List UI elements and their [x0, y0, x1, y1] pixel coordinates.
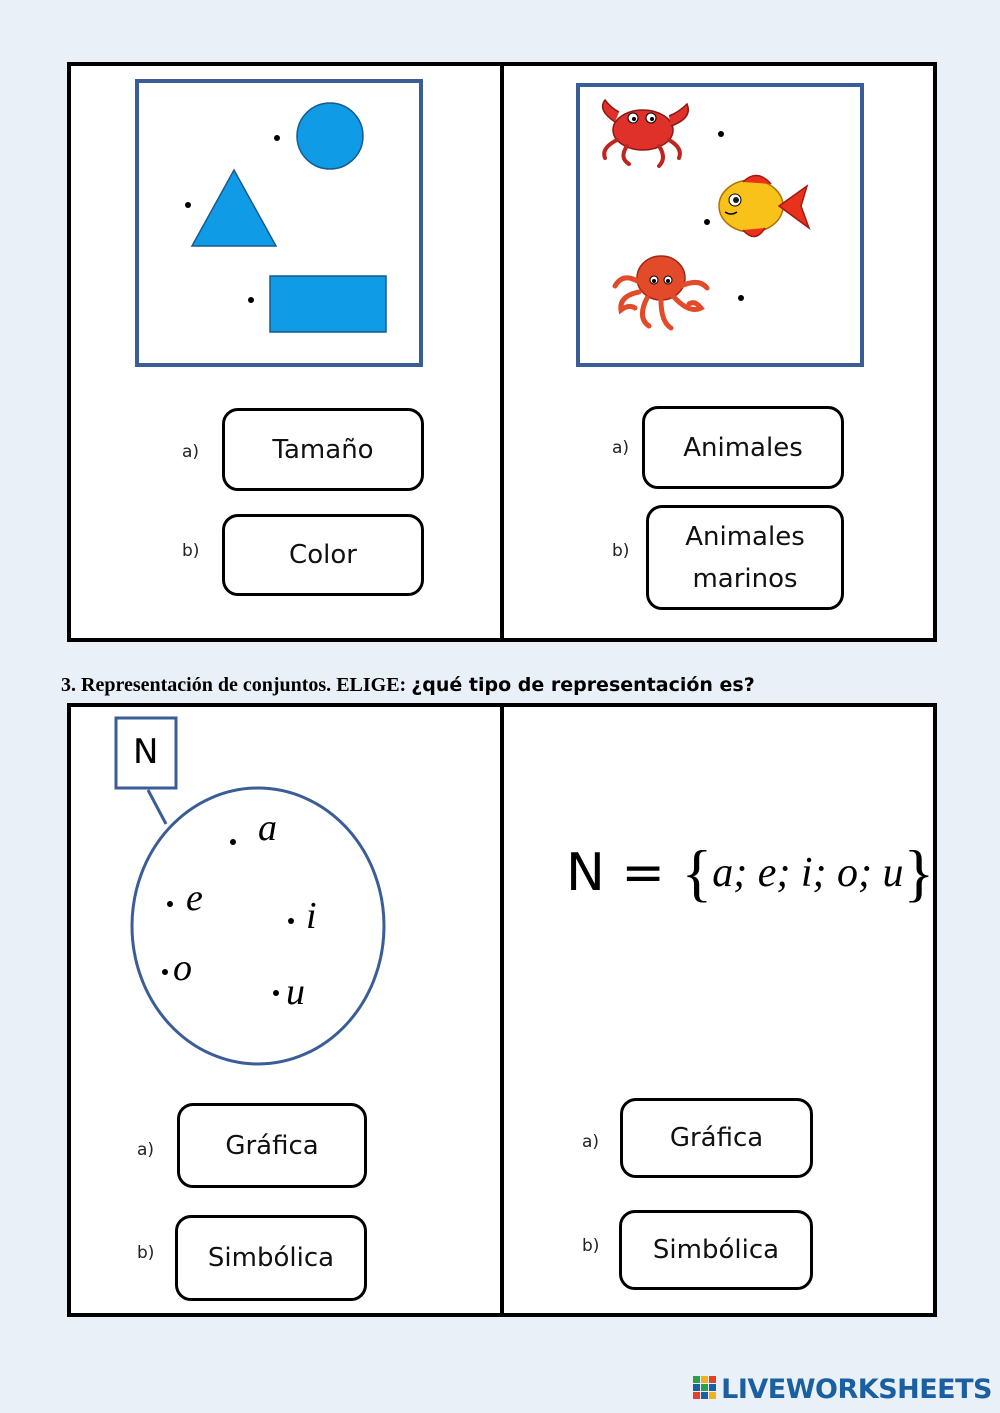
graphic-option-a-label: Gráfica — [225, 1130, 319, 1161]
label-connector-line — [148, 790, 166, 824]
animals-option-a-letter: a) — [612, 438, 630, 458]
liveworksheets-logo — [693, 1374, 992, 1405]
graphic-option-b-button[interactable] — [175, 1215, 367, 1301]
symbolic-option-b-letter: b) — [582, 1236, 600, 1256]
shapes-option-b-label: Color — [289, 540, 357, 570]
element-dot-u — [273, 990, 279, 996]
animals-set-figure — [575, 82, 865, 372]
symbolic-option-a-letter: a) — [582, 1132, 600, 1152]
graphic-option-a-letter: a) — [137, 1140, 155, 1160]
liveworksheets-logo-text: LIVEWORKSHEETS — [721, 1374, 992, 1405]
graphic-option-b-letter: b) — [137, 1243, 155, 1263]
element-dot-o — [162, 969, 168, 975]
symbolic-option-a-label: Gráfica — [669, 1123, 764, 1153]
section-3-title-question: ¿qué tipo de representación es? — [411, 674, 755, 696]
circle-dot — [274, 135, 280, 141]
set-label-n: N — [133, 732, 159, 772]
element-i: i — [306, 895, 317, 937]
animals-option-b-label-line2: marinos — [692, 563, 798, 594]
section-3-title-elige: ELIGE: — [336, 674, 407, 696]
shapes-option-a-letter: a) — [182, 442, 200, 462]
blue-rectangle-shape — [270, 276, 386, 332]
animals-option-a-button[interactable] — [642, 406, 844, 489]
element-a: a — [258, 807, 277, 849]
triangle-dot — [185, 202, 191, 208]
animals-option-b-button[interactable] — [646, 505, 844, 610]
element-dot-e — [167, 901, 173, 907]
element-o: o — [173, 947, 192, 989]
element-dot-a — [230, 839, 236, 845]
symbolic-close-brace: } — [903, 837, 935, 908]
element-u: u — [286, 971, 305, 1013]
animals-option-a-label: Animales — [683, 432, 803, 463]
rectangle-dot — [248, 297, 254, 303]
liveworksheets-logo-icon — [693, 1376, 717, 1404]
shapes-option-b-button[interactable] — [222, 514, 424, 596]
shapes-set-figure — [134, 78, 424, 368]
section-3-title-bold: 3. Representación de conjuntos. — [61, 674, 332, 696]
octopus-dot — [738, 295, 744, 301]
shapes-option-b-letter: b) — [182, 541, 200, 561]
symbolic-option-b-label: Simbólica — [652, 1235, 780, 1265]
top-divider — [500, 62, 504, 642]
symbolic-elements: a; e; i; o; u — [712, 850, 904, 896]
symbolic-open-brace: { — [681, 837, 713, 908]
shapes-option-a-label: Tamaño — [272, 434, 374, 465]
animals-option-b-letter: b) — [612, 541, 630, 561]
element-e: e — [186, 877, 203, 919]
fish-dot — [704, 219, 710, 225]
bottom-divider — [500, 703, 504, 1317]
element-dot-i — [288, 918, 294, 924]
symbolic-option-b-button[interactable] — [619, 1210, 813, 1290]
symbolic-lhs: N = — [566, 843, 682, 903]
symbolic-set-expression — [566, 836, 934, 910]
crab-dot — [718, 131, 724, 137]
graphic-option-a-button[interactable] — [177, 1103, 367, 1188]
blue-circle-shape — [297, 103, 363, 169]
symbolic-option-a-button[interactable] — [620, 1098, 813, 1178]
shapes-option-a-button[interactable] — [222, 408, 424, 491]
animals-option-b-label-line1: Animales — [685, 521, 805, 552]
graphic-option-b-label: Simbólica — [207, 1243, 335, 1273]
section-3-title — [61, 674, 755, 697]
